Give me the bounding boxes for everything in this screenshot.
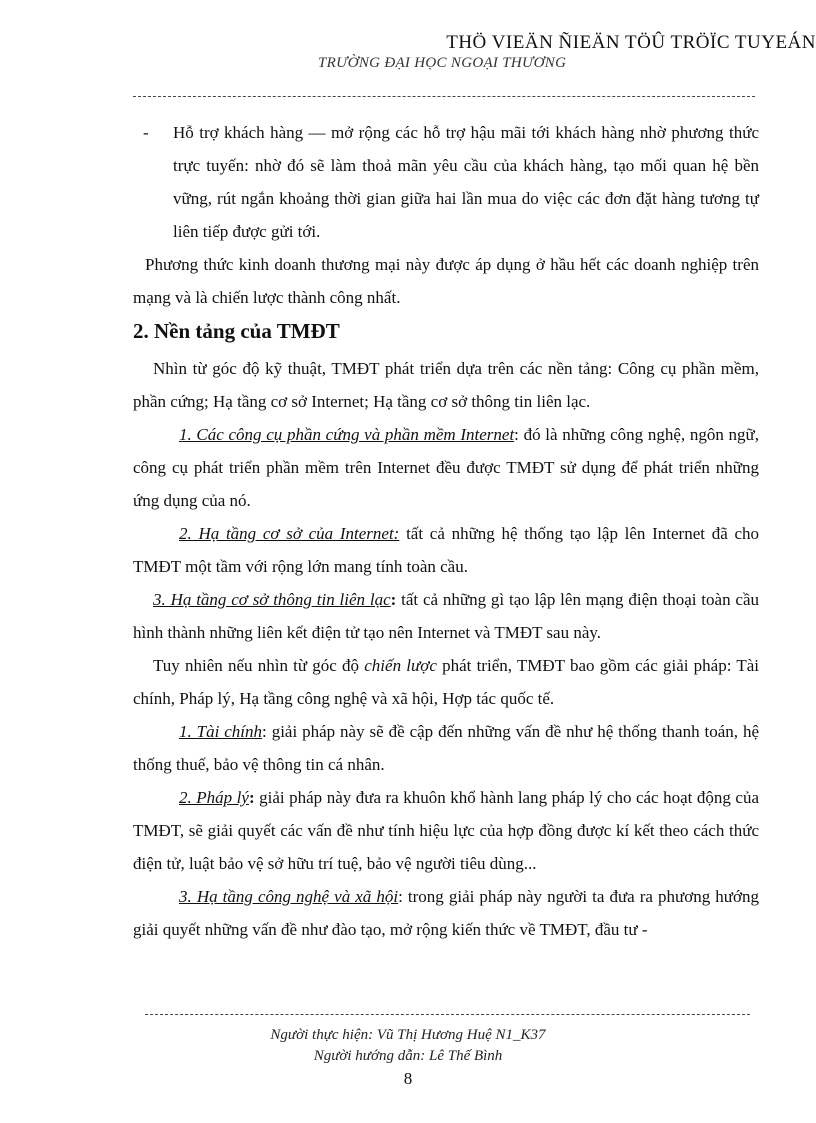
paragraph — [133, 649, 759, 715]
text-run: phát triển, TMĐT bao gồm các giải pháp: Tài chính, Pháp lý, Hạ tầng công nghệ và xã hội, Hợp tác quốc tế. — [133, 656, 759, 708]
page-number: 8 — [403, 1069, 413, 1088]
text-run: Tuy nhiên nếu nhìn từ góc độ — [153, 656, 365, 675]
item-text: : trong giải pháp này người ta đưa ra phương hướng giải quyết những vấn đề như đào tạo, mở rộng kiến thức về TMĐT, đầu tư - — [133, 887, 760, 939]
section-heading: 2. Nền tảng của TMĐT — [133, 319, 340, 343]
footer-divider — [145, 1014, 750, 1015]
item-text: : giải pháp này sẽ đề cập đến những vấn đề như hệ thống thanh toán, hệ thống thuế, bảo vệ thông tin cá nhân. — [133, 722, 759, 774]
item-label: 1. Các công cụ phần cứng và phần mềm Internet — [179, 425, 515, 444]
list-item — [133, 583, 759, 649]
item-label: 3. Hạ tầng cơ sở thông tin liên lạc — [153, 590, 391, 609]
bullet-text: Hỗ trợ khách hàng — mở rộng các hỗ trợ hậu mãi tới khách hàng nhờ phương thức trực tuyến: nhờ đó sẽ làm thoả mãn yêu cầu của khách hàng, tạo mối quan hệ bền vững, rút ngắn khoảng thời gian giữa hai lần mua do việc các đơn đặt hàng tương tự liên tiếp được gửi tới. — [173, 123, 759, 241]
list-item — [133, 781, 759, 880]
author-line: Người thực hiện: Vũ Thị Hương Huệ N1_K37 — [270, 1027, 546, 1043]
school-name: TRƯỜNG ĐẠI HỌC NGOẠI THƯƠNG — [318, 55, 567, 71]
header-divider — [133, 96, 755, 97]
item-text: tất cả những hệ thống tạo lập lên Internet đã cho TMĐT một tầm với rộng lớn mang tính toàn cầu. — [133, 524, 760, 576]
item-label: 1. Tài chính — [179, 722, 263, 741]
item-colon: : — [248, 788, 255, 807]
emphasis: chiến lược — [364, 656, 437, 675]
item-label: 3. Hạ tầng công nghệ và xã hội — [179, 887, 399, 906]
item-label: 2. Hạ tầng cơ sở của Internet: — [179, 524, 400, 543]
list-item — [133, 418, 759, 517]
paragraph: Nhìn từ góc độ kỹ thuật, TMĐT phát triển dựa trên các nền tảng: Công cụ phần mềm, phần cứng; Hạ tầng cơ sở Internet; Hạ tầng cơ sở thông tin liên lạc. — [133, 359, 759, 411]
bullet-dash: - — [143, 123, 149, 142]
list-item — [133, 880, 759, 946]
advisor-line: Người hướng dẫn: Lê Thế Bình — [313, 1048, 503, 1064]
list-item — [133, 517, 759, 583]
list-item — [133, 715, 759, 781]
paragraph: Phương thức kinh doanh thương mại này được áp dụng ở hầu hết các doanh nghiệp trên mạng và là chiến lược thành công nhất. — [133, 255, 759, 307]
page-body — [133, 116, 759, 946]
item-text: : đó là những công nghệ, ngôn ngữ, công cụ phát triển phần mềm trên Internet đều được TMĐT sử dụng để phát triển những ứng dụng của nó. — [133, 425, 759, 510]
item-text: giải pháp này đưa ra khuôn khổ hành lang pháp lý cho các hoạt động của TMĐT, sẽ giải quyết các vấn đề như tính hiệu lực của hợp đồng được kí kết theo cách thức điện tử, luật bảo vệ sở hữu trí tuệ, bảo vệ người tiêu dùng... — [133, 788, 760, 873]
item-label: 2. Pháp lý — [179, 788, 249, 807]
item-colon: : — [390, 590, 397, 609]
item-text: tất cả những gì tạo lập lên mạng điện thoại toàn cầu hình thành những liên kết điện tử tạo nên Internet và TMĐT sau này. — [133, 590, 759, 642]
library-watermark: THÖ VIEÄN ÑIEÄN TÖÛ TRÖÏC TUYEÁN — [446, 32, 816, 53]
bullet-item — [133, 116, 759, 248]
